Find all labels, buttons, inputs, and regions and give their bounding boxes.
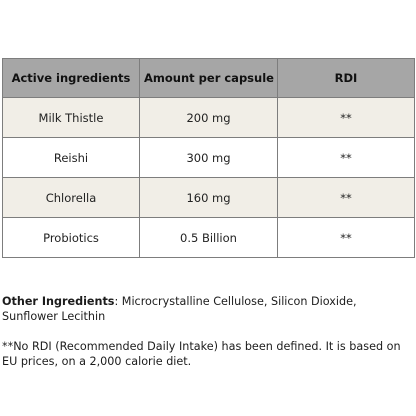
header-amount-per-capsule: Amount per capsule bbox=[140, 59, 278, 98]
rdi-cell: ** bbox=[278, 138, 415, 178]
rdi-cell: ** bbox=[278, 178, 415, 218]
rdi-cell: ** bbox=[278, 218, 415, 258]
amount-cell: 200 mg bbox=[140, 98, 278, 138]
amount-cell: 0.5 Billion bbox=[140, 218, 278, 258]
other-ingredients-text: : Microcrystalline Cellulose, Silicon Dioxide, Sunflower Lecithin bbox=[2, 295, 357, 323]
ingredient-cell: Reishi bbox=[3, 138, 140, 178]
ingredient-cell: Probiotics bbox=[3, 218, 140, 258]
ingredient-cell: Chlorella bbox=[3, 178, 140, 218]
table-row bbox=[3, 218, 415, 258]
other-ingredients-label: Other Ingredients bbox=[2, 295, 115, 308]
header-active-ingredients: Active ingredients bbox=[3, 59, 140, 98]
header-rdi: RDI bbox=[278, 59, 415, 98]
rdi-footnote: **No RDI (Recommended Daily Intake) has been defined. It is based on EU prices, on a 2,000 calorie diet. bbox=[2, 340, 401, 368]
table-header-row bbox=[3, 59, 415, 98]
table-row bbox=[3, 98, 415, 138]
amount-cell: 300 mg bbox=[140, 138, 278, 178]
table-row bbox=[3, 138, 415, 178]
amount-cell: 160 mg bbox=[140, 178, 278, 218]
other-ingredients-note bbox=[2, 294, 412, 324]
table-row bbox=[3, 178, 415, 218]
rdi-cell: ** bbox=[278, 98, 415, 138]
ingredients-table bbox=[2, 58, 415, 258]
ingredient-cell: Milk Thistle bbox=[3, 98, 140, 138]
